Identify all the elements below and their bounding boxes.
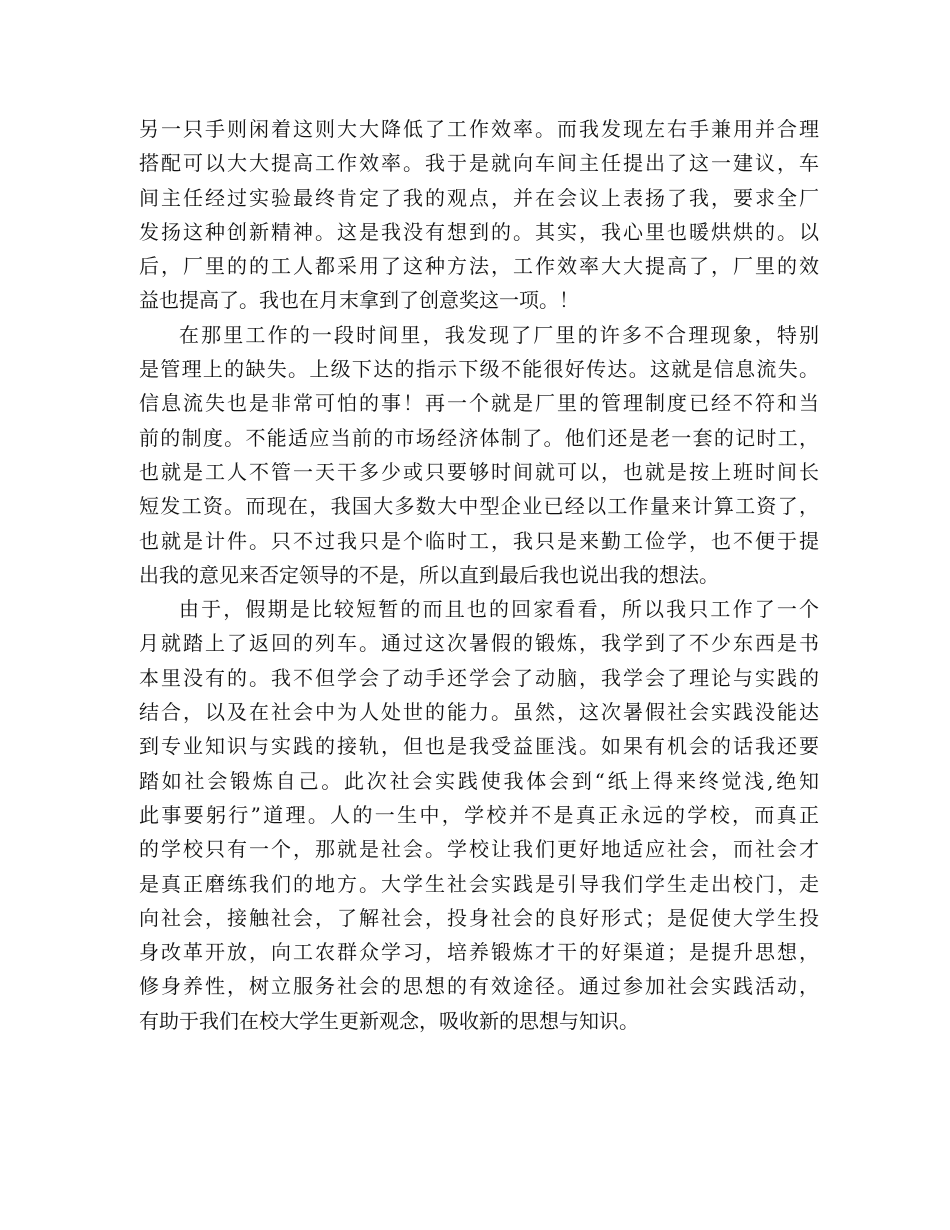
text-line: 向社会，接触社会，了解社会，投身社会的良好形式；是促使大学生投 <box>139 905 819 930</box>
text-line: 身改革开放，向工农群众学习，培养锻炼才干的好渠道；是提升思想， <box>139 940 819 965</box>
text-line: 间主任经过实验最终肯定了我的观点，并在会议上表扬了我，要求全厂 <box>139 185 819 210</box>
text-line: 踏如社会锻炼自己。此次社会实践使我体会到“纸上得来终觉浅,绝知 <box>139 768 819 793</box>
text-line: 的学校只有一个，那就是社会。学校让我们更好地适应社会，而社会才 <box>139 837 819 862</box>
text-line: 搭配可以大大提高工作效率。我于是就向车间主任提出了这一建议，车 <box>139 151 819 176</box>
text-line: 本里没有的。我不但学会了动手还学会了动脑，我学会了理论与实践的 <box>139 665 819 690</box>
text-line: 发扬这种创新精神。这是我没有想到的。其实，我心里也暖烘烘的。以 <box>139 219 819 244</box>
paragraph-management-issues <box>139 318 819 592</box>
text-line: 也就是工人不管一天干多少或只要够时间就可以，也就是按上班时间长 <box>139 459 819 484</box>
text-line: 修身养性，树立服务社会的思想的有效途径。通过参加社会实践活动， <box>139 974 819 999</box>
text-line: 有助于我们在校大学生更新观念，吸收新的思想与知识。 <box>139 1008 639 1033</box>
text-line: 到专业知识与实践的接轨，但也是我受益匪浅。如果有机会的话我还要 <box>139 734 819 759</box>
text-line: 是真正磨练我们的地方。大学生社会实践是引导我们学生走出校门，走 <box>139 871 819 896</box>
text-line: 在那里工作的一段时间里，我发现了厂里的许多不合理现象，特别 <box>179 322 819 347</box>
text-line: 信息流失也是非常可怕的事！再一个就是厂里的管理制度已经不符和当 <box>139 391 819 416</box>
text-line: 后，厂里的的工人都采用了这种方法，工作效率大大提高了，厂里的效 <box>139 254 819 279</box>
text-line: 月就踏上了返回的列车。通过这次暑假的锻炼，我学到了不少东西是书 <box>139 631 819 656</box>
text-line: 出我的意见来否定领导的不是，所以直到最后我也说出我的想法。 <box>139 562 719 587</box>
text-line: 此事要躬行”道理。人的一生中，学校并不是真正永远的学校，而真正 <box>139 802 819 827</box>
text-line: 益也提高了。我也在月末拿到了创意奖这一项。！ <box>139 288 579 313</box>
paragraph-factory-efficiency <box>139 112 819 318</box>
text-line: 结合，以及在社会中为人处世的能力。虽然，这次暑假社会实践没能达 <box>139 700 819 725</box>
document-body <box>139 112 819 1038</box>
text-line: 也就是计件。只不过我只是个临时工，我只是来勤工俭学，也不便于提 <box>139 528 819 553</box>
text-line: 另一只手则闲着这则大大降低了工作效率。而我发现左右手兼用并合理 <box>139 117 819 141</box>
text-line: 前的制度。不能适应当前的市场经济体制了。他们还是老一套的记时工， <box>139 425 819 450</box>
text-line: 是管理上的缺失。上级下达的指示下级不能很好传达。这就是信息流失。 <box>139 357 819 382</box>
text-line: 由于，假期是比较短暂的而且也的回家看看，所以我只工作了一个 <box>179 597 819 622</box>
text-line: 短发工资。而现在，我国大多数大中型企业已经以工作量来计算工资了， <box>139 494 819 519</box>
paragraph-summer-practice-reflection <box>139 592 819 1038</box>
